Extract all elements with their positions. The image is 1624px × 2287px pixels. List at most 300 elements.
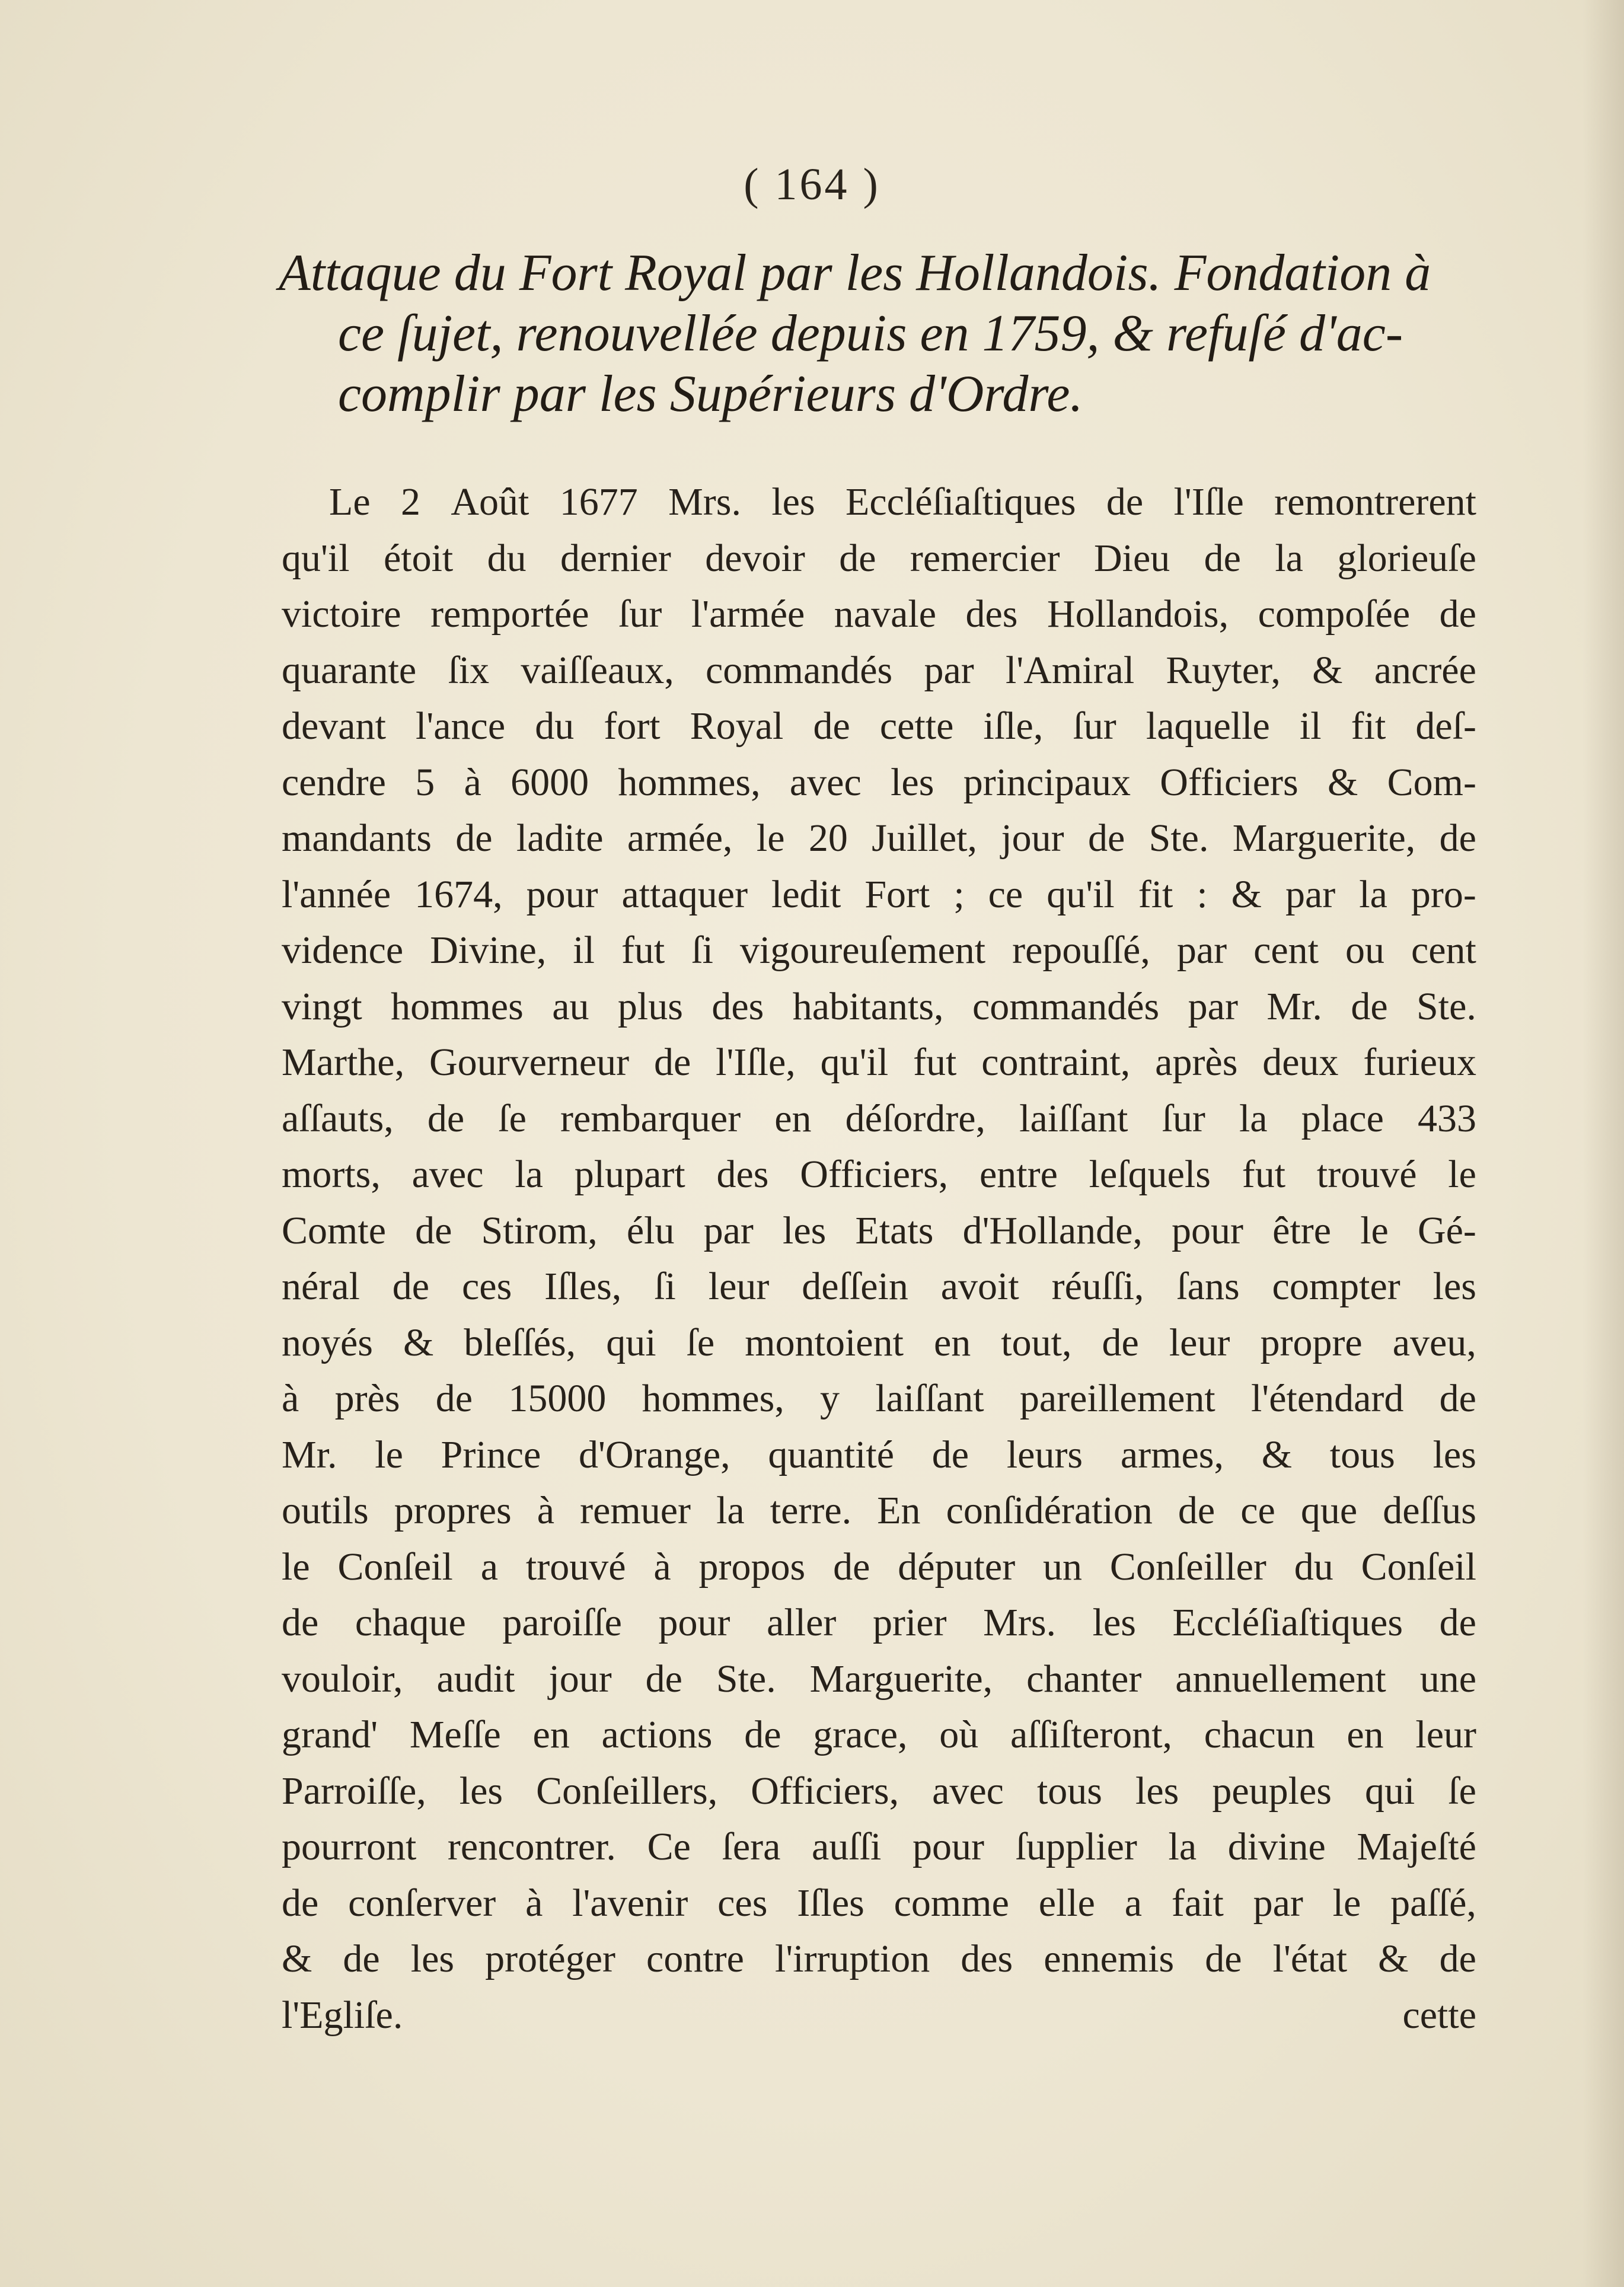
word: que bbox=[1300, 1489, 1358, 1532]
word: 1677 bbox=[559, 480, 638, 524]
word: fut bbox=[621, 929, 665, 972]
word: du bbox=[1294, 1545, 1333, 1589]
word: qui bbox=[606, 1320, 656, 1364]
word: Marguerite, bbox=[809, 1657, 993, 1701]
word: y bbox=[820, 1377, 840, 1420]
word: terre. bbox=[770, 1489, 852, 1532]
word: pro- bbox=[1411, 872, 1476, 916]
body-line bbox=[282, 1763, 1476, 1820]
word: Hollandois, bbox=[1046, 592, 1229, 636]
word: bleſſés, bbox=[464, 1320, 576, 1364]
word: leur bbox=[1169, 1320, 1230, 1364]
word: la bbox=[1275, 536, 1303, 580]
word: : bbox=[1197, 872, 1208, 916]
word: de bbox=[392, 1265, 430, 1308]
word: 2 bbox=[400, 480, 420, 524]
word: les bbox=[1432, 1433, 1476, 1476]
word: un bbox=[1043, 1545, 1083, 1589]
word: iſle, bbox=[983, 704, 1044, 748]
word: elle bbox=[1038, 1881, 1095, 1925]
word: ces bbox=[461, 1265, 512, 1308]
word: ces bbox=[717, 1881, 768, 1925]
word: du bbox=[535, 704, 575, 748]
word: jour bbox=[548, 1657, 612, 1701]
word: aveu, bbox=[1392, 1320, 1476, 1364]
word: de bbox=[282, 1601, 319, 1644]
word: ennemis bbox=[1044, 1937, 1175, 1980]
body-line bbox=[282, 1875, 1476, 1932]
word: l'Amiral bbox=[1006, 648, 1135, 692]
word: & bbox=[1312, 648, 1343, 692]
word: de bbox=[1178, 1489, 1215, 1532]
word: de bbox=[1439, 1601, 1476, 1644]
word: 433 bbox=[1417, 1096, 1476, 1140]
word: au bbox=[552, 984, 589, 1028]
word: il bbox=[573, 929, 595, 972]
word: victoire bbox=[282, 592, 401, 636]
word: néral bbox=[282, 1265, 360, 1308]
word: cendre bbox=[282, 760, 386, 804]
word: Mr. bbox=[1266, 984, 1322, 1028]
word: Fort bbox=[864, 872, 930, 916]
word: compter bbox=[1272, 1265, 1400, 1308]
word: remercier bbox=[910, 536, 1060, 580]
word: pour bbox=[1172, 1208, 1244, 1252]
word: deux bbox=[1262, 1041, 1339, 1084]
body-line bbox=[282, 1931, 1476, 1988]
word: vaiſſeaux, bbox=[521, 648, 674, 692]
word: Prince bbox=[441, 1433, 541, 1476]
word: pour bbox=[912, 1825, 984, 1868]
word: chaque bbox=[355, 1601, 466, 1644]
word: compoſée bbox=[1258, 592, 1411, 636]
word: Gé- bbox=[1417, 1208, 1476, 1252]
word: de bbox=[415, 1208, 452, 1252]
word: de bbox=[1204, 536, 1241, 580]
heading-line: ce ſujet, renouvellée depuis en 1759, & refuſé d'ac- bbox=[338, 305, 1403, 362]
body-line bbox=[282, 586, 1476, 643]
word: Mrs. bbox=[668, 480, 741, 524]
word: Conſeil bbox=[1361, 1545, 1476, 1589]
word: propos bbox=[698, 1545, 806, 1589]
word: l'étendard bbox=[1250, 1377, 1404, 1420]
word: de bbox=[1106, 480, 1144, 524]
word: qu'il bbox=[282, 536, 350, 580]
word: cent bbox=[1411, 929, 1476, 972]
body-line bbox=[282, 1091, 1476, 1147]
word: en bbox=[532, 1713, 570, 1756]
word: déſordre, bbox=[845, 1096, 986, 1140]
body-line bbox=[282, 1595, 1476, 1651]
word: audit bbox=[436, 1657, 515, 1701]
word: armes, bbox=[1120, 1433, 1224, 1476]
word: rencontrer. bbox=[447, 1825, 616, 1868]
word: leur bbox=[1415, 1713, 1476, 1756]
word: de bbox=[1439, 816, 1476, 860]
body-last-line bbox=[282, 1988, 1476, 2044]
word: ce bbox=[1240, 1489, 1275, 1532]
word: 20 bbox=[808, 816, 848, 860]
word: annuellement bbox=[1175, 1657, 1386, 1701]
body-line bbox=[282, 811, 1476, 867]
word: d'Hollande, bbox=[962, 1208, 1143, 1252]
word: de bbox=[282, 1881, 319, 1925]
word: des bbox=[716, 1153, 769, 1196]
word: conſidération bbox=[946, 1489, 1153, 1532]
word: & bbox=[1378, 1937, 1409, 1980]
word: ſans bbox=[1176, 1265, 1240, 1308]
word: fit bbox=[1138, 872, 1173, 916]
word: & bbox=[1327, 760, 1358, 804]
word: qu'il bbox=[1046, 872, 1115, 916]
word: de bbox=[653, 1041, 691, 1084]
heading-line: Attaque du Fort Royal par les Hollandois. Fondation à bbox=[279, 244, 1431, 302]
word: fit bbox=[1351, 704, 1386, 748]
word: devoir bbox=[705, 536, 805, 580]
word: de bbox=[1351, 984, 1388, 1028]
word: pour bbox=[658, 1601, 730, 1644]
word: l'avenir bbox=[572, 1881, 688, 1925]
word: paroiſſe bbox=[502, 1601, 622, 1644]
word: 1674, bbox=[414, 872, 503, 916]
word: les bbox=[891, 760, 934, 804]
body-line bbox=[282, 1819, 1476, 1875]
word: de bbox=[839, 536, 876, 580]
word: contraint, bbox=[981, 1041, 1131, 1084]
word: qui bbox=[1364, 1769, 1415, 1813]
word: ſera bbox=[722, 1825, 781, 1868]
word: devant bbox=[282, 704, 386, 748]
word: qu'il bbox=[820, 1041, 889, 1084]
word: ſur bbox=[1073, 704, 1116, 748]
word: ſur bbox=[618, 592, 662, 636]
word: aſſauts, bbox=[282, 1096, 394, 1140]
word: Mr. bbox=[282, 1433, 337, 1476]
word: la bbox=[1168, 1825, 1197, 1868]
word: armée, bbox=[627, 816, 733, 860]
word: avec bbox=[411, 1153, 484, 1196]
word: Officiers, bbox=[800, 1153, 949, 1196]
word: comme bbox=[894, 1881, 1009, 1925]
word: Divine, bbox=[430, 929, 547, 972]
word: ledit bbox=[771, 872, 841, 916]
word: pareillement bbox=[1019, 1377, 1215, 1420]
word: fort bbox=[604, 704, 661, 748]
body-line bbox=[282, 1259, 1476, 1315]
body-line bbox=[282, 643, 1476, 699]
word: peuples bbox=[1212, 1769, 1332, 1813]
word: cette bbox=[879, 704, 954, 748]
word: le bbox=[1360, 1208, 1389, 1252]
word: le bbox=[375, 1433, 403, 1476]
body-line bbox=[282, 1035, 1476, 1091]
body-line bbox=[282, 1203, 1476, 1259]
word: Royal bbox=[690, 704, 784, 748]
word: propres bbox=[394, 1489, 512, 1532]
word: ou bbox=[1345, 929, 1384, 972]
word: vingt bbox=[282, 984, 362, 1028]
word: tous bbox=[1329, 1433, 1395, 1476]
word: habitants, bbox=[792, 984, 944, 1028]
word: furieux bbox=[1363, 1041, 1476, 1084]
word: Mrs. bbox=[983, 1601, 1057, 1644]
word: aller bbox=[767, 1601, 837, 1644]
word: leſquels bbox=[1089, 1153, 1211, 1196]
word: 6000 bbox=[511, 760, 589, 804]
word: par bbox=[703, 1208, 754, 1252]
word: contre bbox=[646, 1937, 744, 1980]
word: ; bbox=[953, 872, 965, 916]
word: de bbox=[813, 704, 850, 748]
word: Parroiſſe, bbox=[282, 1769, 426, 1813]
word: de bbox=[343, 1937, 380, 1980]
word: par bbox=[1188, 984, 1238, 1028]
word: ſupplier bbox=[1015, 1825, 1137, 1868]
word: & bbox=[403, 1320, 434, 1364]
word: où bbox=[939, 1713, 979, 1756]
word: Conſeil bbox=[337, 1545, 453, 1589]
word: de bbox=[455, 816, 493, 860]
word: de bbox=[744, 1713, 781, 1756]
word: près bbox=[334, 1377, 400, 1420]
word: ladite bbox=[516, 816, 604, 860]
word: la bbox=[515, 1153, 543, 1196]
word: prier bbox=[872, 1601, 947, 1644]
word: a bbox=[480, 1545, 499, 1589]
word: divine bbox=[1227, 1825, 1326, 1868]
body-line bbox=[282, 698, 1476, 755]
word: le bbox=[1332, 1881, 1361, 1925]
word: actions bbox=[601, 1713, 713, 1756]
word: la bbox=[1239, 1096, 1268, 1140]
word: Eccléſiaſtiques bbox=[845, 480, 1076, 524]
word: Gourverneur bbox=[429, 1041, 630, 1084]
word: par bbox=[924, 648, 974, 692]
word: de bbox=[833, 1545, 870, 1589]
word: le bbox=[282, 1545, 310, 1589]
word: Etats bbox=[855, 1208, 934, 1252]
word: à bbox=[525, 1881, 543, 1925]
word: Iſles, bbox=[544, 1265, 622, 1308]
word: pour bbox=[526, 872, 598, 916]
word: réuſſi, bbox=[1051, 1265, 1144, 1308]
word: Conſeillers, bbox=[536, 1769, 718, 1813]
word: Marthe, bbox=[282, 1041, 405, 1084]
word: noyés bbox=[282, 1320, 373, 1364]
word: 15000 bbox=[508, 1377, 607, 1420]
word: les bbox=[1432, 1265, 1476, 1308]
word: ancrée bbox=[1374, 648, 1476, 692]
word: plus bbox=[617, 984, 683, 1028]
word: de bbox=[1205, 1937, 1242, 1980]
word: des bbox=[712, 984, 764, 1028]
word: ſe bbox=[686, 1320, 715, 1364]
word: & bbox=[1231, 872, 1262, 916]
word: par bbox=[1176, 929, 1227, 972]
word: Août bbox=[451, 480, 529, 524]
body-line bbox=[282, 755, 1476, 811]
word: en bbox=[1347, 1713, 1384, 1756]
word: de bbox=[1439, 1377, 1476, 1420]
word: mandants bbox=[282, 816, 432, 860]
word: Officiers bbox=[1160, 760, 1298, 804]
word: les bbox=[410, 1937, 455, 1980]
word: en bbox=[774, 1096, 812, 1140]
body-paragraph bbox=[282, 474, 1476, 2043]
word: paſſé, bbox=[1390, 1881, 1476, 1925]
body-line bbox=[282, 1147, 1476, 1203]
word: cent bbox=[1253, 929, 1319, 972]
word: ſe bbox=[498, 1096, 527, 1140]
word: outils bbox=[282, 1489, 369, 1532]
body-line bbox=[282, 1539, 1476, 1596]
word: navale bbox=[834, 592, 937, 636]
word: entre bbox=[979, 1153, 1058, 1196]
word: à bbox=[653, 1545, 671, 1589]
word: ſe bbox=[1448, 1769, 1476, 1813]
word: principaux bbox=[963, 760, 1131, 804]
word: Ce bbox=[647, 1825, 691, 1868]
word: leur bbox=[708, 1265, 770, 1308]
word: de bbox=[931, 1433, 969, 1476]
word: quantité bbox=[768, 1433, 895, 1476]
word: a bbox=[1124, 1881, 1143, 1925]
word: En bbox=[877, 1489, 921, 1532]
body-line bbox=[282, 531, 1476, 587]
body-line bbox=[282, 474, 1476, 531]
word: les bbox=[783, 1208, 827, 1252]
word: des bbox=[965, 592, 1018, 636]
word: les bbox=[1092, 1601, 1136, 1644]
word: l'année bbox=[282, 872, 391, 916]
word: Meſſe bbox=[409, 1713, 501, 1756]
word: à bbox=[537, 1489, 555, 1532]
word: auſſi bbox=[812, 1825, 882, 1868]
body-line bbox=[282, 1371, 1476, 1427]
word: à bbox=[464, 760, 481, 804]
word: avec bbox=[932, 1769, 1004, 1813]
word: protéger bbox=[485, 1937, 615, 1980]
word: la bbox=[1359, 872, 1387, 916]
word: trouvé bbox=[1316, 1153, 1417, 1196]
word: l'armée bbox=[691, 592, 805, 636]
word: propre bbox=[1260, 1320, 1363, 1364]
word: vigoureuſement bbox=[739, 929, 986, 972]
word: de bbox=[645, 1657, 682, 1701]
word: fait bbox=[1171, 1881, 1224, 1925]
word: jour bbox=[1001, 816, 1064, 860]
word: la bbox=[716, 1489, 745, 1532]
word: le bbox=[1448, 1153, 1476, 1196]
word: par bbox=[1285, 872, 1336, 916]
body-line bbox=[282, 1315, 1476, 1371]
word: fut bbox=[913, 1041, 957, 1084]
word: Majeſté bbox=[1357, 1825, 1476, 1868]
word: hommes, bbox=[642, 1377, 784, 1420]
word: députer bbox=[898, 1545, 1016, 1589]
word: élu bbox=[626, 1208, 675, 1252]
body-line bbox=[282, 867, 1476, 923]
word: du bbox=[487, 536, 527, 580]
word: de bbox=[1102, 1320, 1139, 1364]
word: Stirom, bbox=[481, 1208, 598, 1252]
word: Ruyter, bbox=[1166, 648, 1281, 692]
word: de bbox=[1439, 592, 1476, 636]
word: Eccléſiaſtiques bbox=[1172, 1601, 1403, 1644]
word: laiſſant bbox=[875, 1377, 984, 1420]
word: tout, bbox=[1001, 1320, 1072, 1364]
word: ſix bbox=[448, 648, 490, 692]
heading-line: complir par les Supérieurs d'Ordre. bbox=[338, 365, 1083, 423]
word: remportée bbox=[430, 592, 589, 636]
word: l'ance bbox=[416, 704, 506, 748]
word: deſſus bbox=[1383, 1489, 1476, 1532]
word: les bbox=[1135, 1769, 1179, 1813]
word: grace, bbox=[813, 1713, 908, 1756]
word: l'irruption bbox=[775, 1937, 930, 1980]
word: l'Iſle, bbox=[716, 1041, 796, 1084]
word: deſſein bbox=[802, 1265, 908, 1308]
word: Comte bbox=[282, 1208, 386, 1252]
word: être bbox=[1272, 1208, 1332, 1252]
body-line bbox=[282, 1427, 1476, 1484]
body-line bbox=[282, 979, 1476, 1035]
body-line bbox=[282, 1707, 1476, 1763]
section-heading bbox=[279, 243, 1476, 425]
word: en bbox=[933, 1320, 971, 1364]
word: les bbox=[771, 480, 815, 524]
word: de bbox=[435, 1377, 473, 1420]
word: avec bbox=[789, 760, 862, 804]
word: tous bbox=[1036, 1769, 1102, 1813]
word: pourront bbox=[282, 1825, 417, 1868]
word: ce bbox=[988, 872, 1023, 916]
word: vidence bbox=[282, 929, 404, 972]
word: commandés bbox=[706, 648, 893, 692]
word: laquelle bbox=[1146, 704, 1270, 748]
word: laiſſant bbox=[1019, 1096, 1128, 1140]
word: de bbox=[1439, 1937, 1476, 1980]
word: remontrerent bbox=[1274, 480, 1476, 524]
word: & bbox=[282, 1937, 312, 1980]
word: l'Iſle bbox=[1173, 480, 1244, 524]
word: le bbox=[756, 816, 785, 860]
word: repouſſé, bbox=[1012, 929, 1150, 972]
page-edge-shadow bbox=[1582, 0, 1624, 2287]
page-number: ( 164 ) bbox=[744, 160, 880, 209]
word: hommes bbox=[391, 984, 524, 1028]
word: trouvé bbox=[525, 1545, 626, 1589]
word: par bbox=[1253, 1881, 1303, 1925]
word: quarante bbox=[282, 648, 417, 692]
word: de bbox=[1087, 816, 1125, 860]
body-line bbox=[282, 1651, 1476, 1708]
word: attaquer bbox=[621, 872, 748, 916]
word: dernier bbox=[560, 536, 671, 580]
word: Officiers, bbox=[751, 1769, 899, 1813]
body-line bbox=[282, 1483, 1476, 1539]
word: place bbox=[1301, 1096, 1384, 1140]
word: deſ- bbox=[1415, 704, 1476, 748]
word: rembarquer bbox=[560, 1096, 741, 1140]
word: Juillet, bbox=[872, 816, 977, 860]
word: & bbox=[1261, 1433, 1293, 1476]
word: l'état bbox=[1272, 1937, 1348, 1980]
word: à bbox=[282, 1377, 299, 1420]
word: glorieuſe bbox=[1337, 536, 1476, 580]
word: ſur bbox=[1162, 1096, 1205, 1140]
last-line-text: l'Egliſe. bbox=[282, 1993, 403, 2037]
